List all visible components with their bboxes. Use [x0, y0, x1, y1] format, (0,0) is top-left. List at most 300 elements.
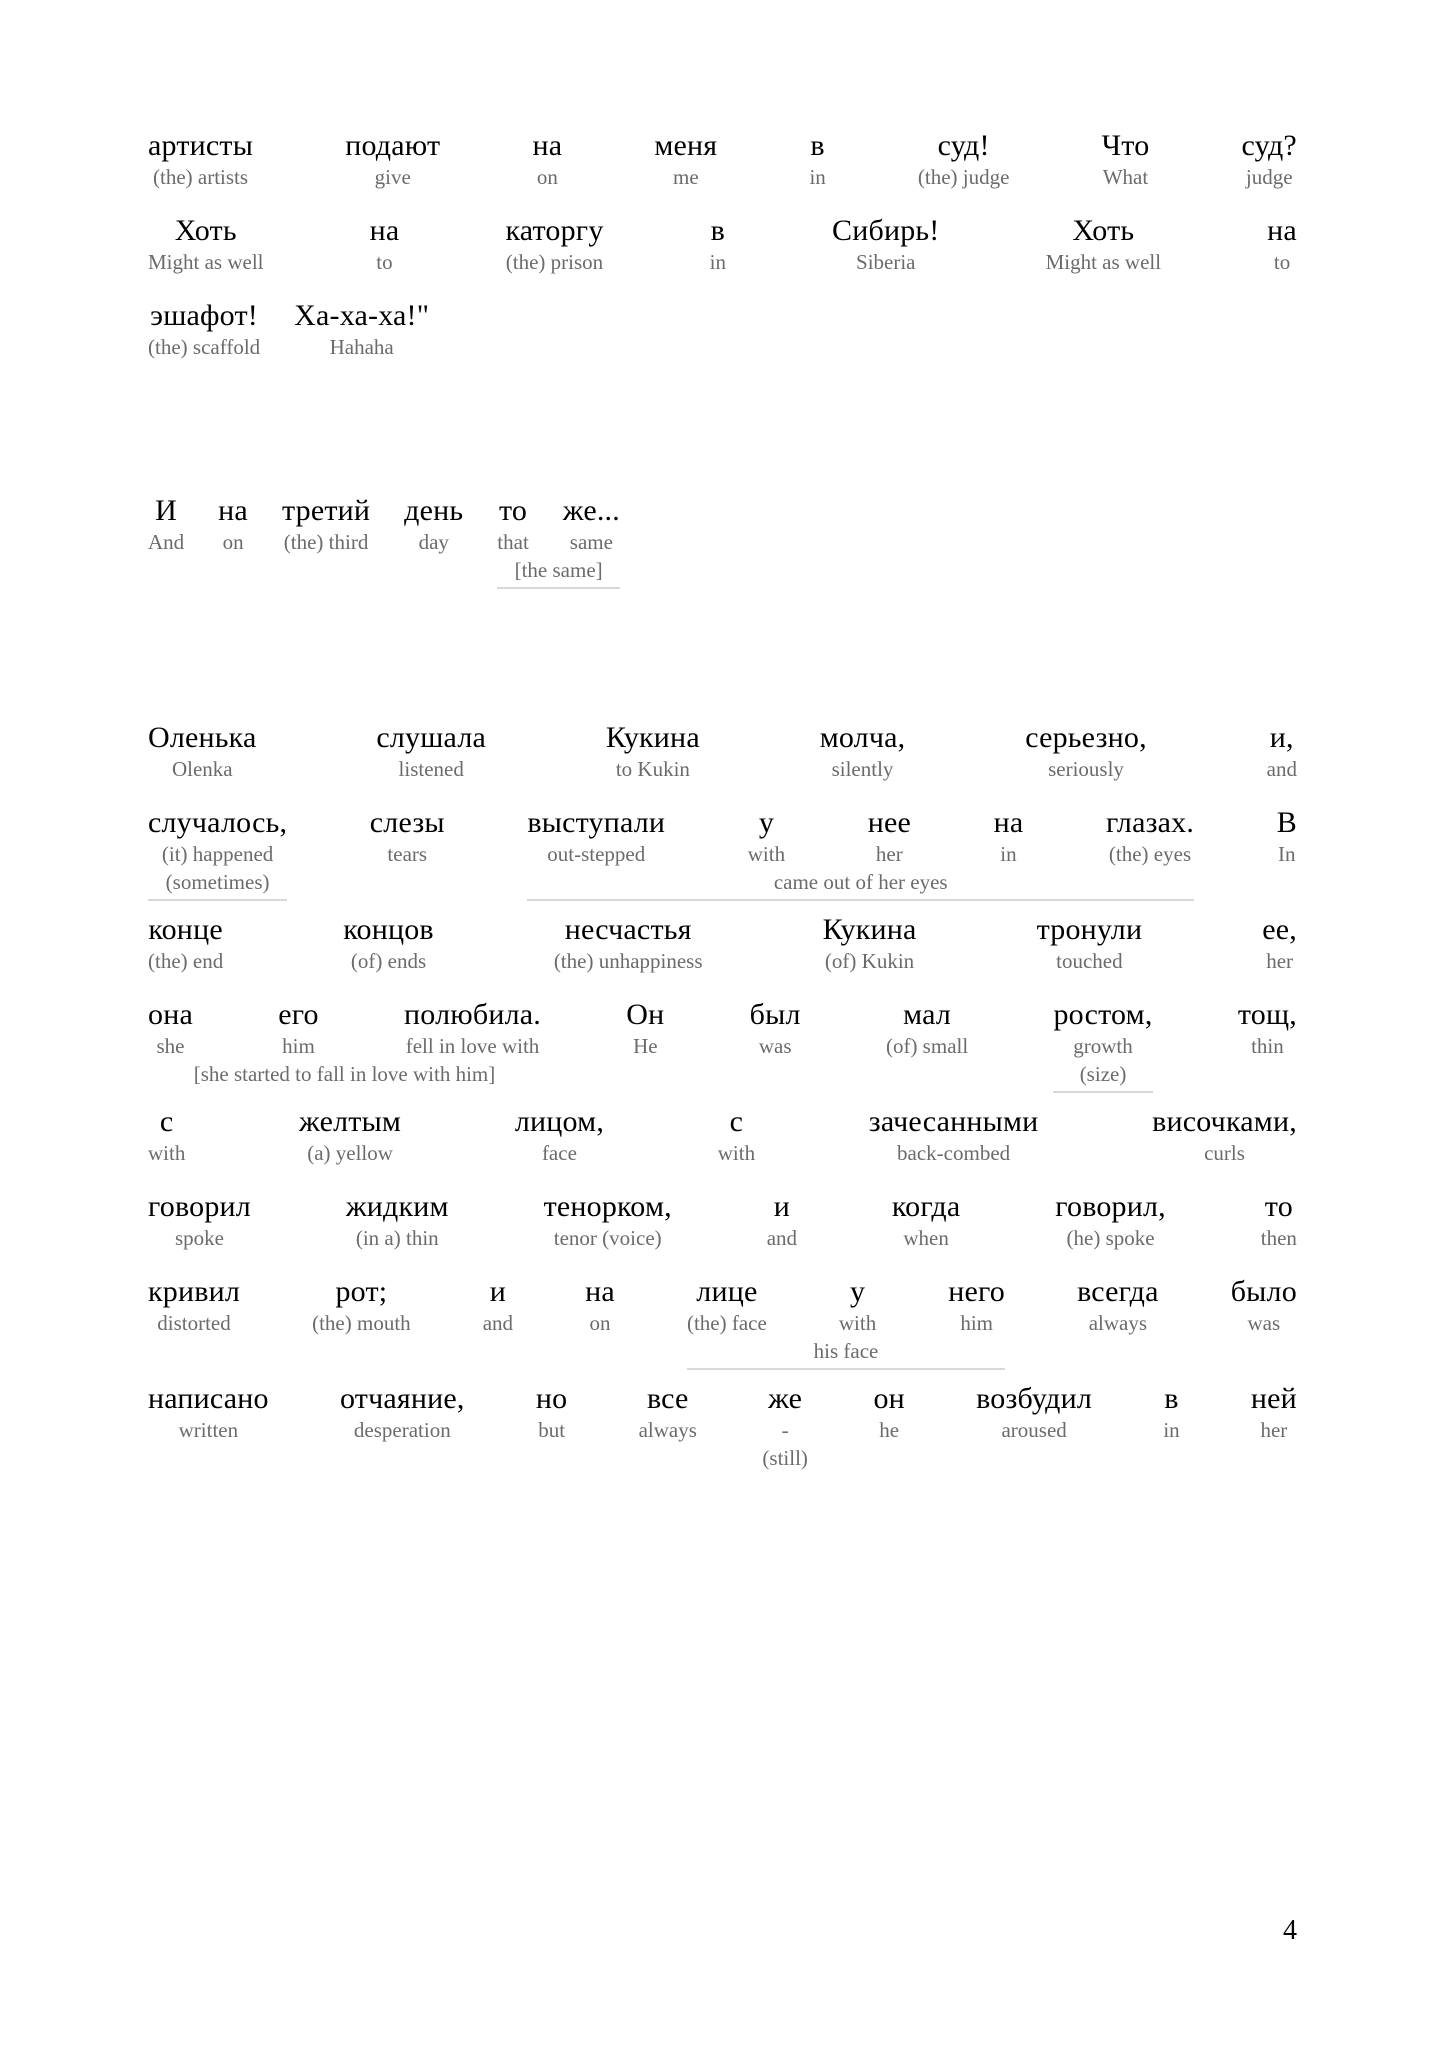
source-word: суд! [937, 129, 990, 162]
gloss-word: in [1163, 1418, 1180, 1443]
interlinear-word[interactable] [148, 805, 287, 868]
line-spacer [148, 276, 1297, 298]
interlinear-word[interactable] [1262, 912, 1297, 975]
annotation-layer [148, 1060, 1297, 1090]
interlinear-word[interactable] [1231, 1274, 1297, 1337]
gloss-word: (it) happened [161, 842, 274, 867]
interlinear-word[interactable] [148, 997, 193, 1060]
annotation-layer [148, 1444, 1297, 1474]
interlinear-word[interactable] [710, 213, 726, 276]
interlinear-word-row [148, 128, 1297, 191]
interlinear-line [148, 1189, 1297, 1252]
interlinear-word[interactable] [544, 1189, 672, 1252]
source-word: все [646, 1382, 689, 1415]
source-word: зачесанными [868, 1105, 1039, 1138]
source-word: ней [1250, 1382, 1297, 1415]
gloss-word: Might as well [148, 250, 264, 275]
gloss-word: in [1000, 842, 1017, 867]
interlinear-word[interactable] [278, 997, 318, 1060]
interlinear-word[interactable] [1238, 997, 1297, 1060]
interlinear-word[interactable] [750, 997, 801, 1060]
source-word: слезы [369, 806, 445, 839]
top-margin-spacer [148, 0, 1297, 128]
source-word: тенорком, [543, 1190, 672, 1223]
gloss-word: judge [1245, 165, 1293, 190]
source-word: артисты [148, 129, 254, 162]
interlinear-word[interactable] [148, 298, 260, 361]
gloss-word: (a) yellow [307, 1141, 393, 1166]
interlinear-word[interactable] [809, 128, 825, 191]
gloss-word: curls [1204, 1141, 1245, 1166]
interlinear-line [148, 1104, 1297, 1167]
source-word: но [535, 1382, 568, 1415]
word-annotation [497, 556, 620, 589]
interlinear-word[interactable] [346, 1189, 449, 1252]
source-word: рот; [335, 1275, 388, 1308]
interlinear-word[interactable] [148, 912, 223, 975]
interlinear-word[interactable] [868, 805, 911, 868]
interlinear-word[interactable] [639, 1381, 697, 1444]
gloss-word: when [903, 1226, 949, 1251]
gloss-word: he [879, 1418, 900, 1443]
gloss-word: And [148, 530, 185, 555]
interlinear-word-row [148, 1381, 1297, 1444]
interlinear-line [148, 1274, 1297, 1367]
gloss-word: give [374, 165, 411, 190]
gloss-word: (the) artists [153, 165, 249, 190]
interlinear-word[interactable] [404, 997, 541, 1060]
source-word: Он [626, 998, 665, 1031]
gloss-word: He [633, 1034, 658, 1059]
interlinear-line [148, 1381, 1297, 1474]
interlinear-word[interactable] [563, 493, 620, 556]
interlinear-word[interactable] [343, 912, 434, 975]
annotation-text: came out of her eyes [773, 870, 948, 894]
interlinear-word-row [148, 1104, 1297, 1167]
gloss-word: In [1278, 842, 1296, 867]
gloss-word: (in a) thin [355, 1226, 439, 1251]
annotation-text: [she started to fall in love with him] [193, 1062, 496, 1086]
interlinear-word[interactable] [148, 213, 264, 276]
source-word: Ха-ха-ха!" [294, 299, 430, 332]
gloss-word: him [282, 1034, 315, 1059]
source-word: Сибирь! [832, 214, 940, 247]
source-word: В [1276, 806, 1297, 839]
gloss-word: (he) spoke [1066, 1226, 1155, 1251]
gloss-word: - [781, 1418, 789, 1443]
gloss-word: thin [1251, 1034, 1284, 1059]
interlinear-word[interactable] [497, 493, 529, 556]
source-word: она [148, 998, 193, 1031]
page-number: 4 [1283, 1915, 1297, 1946]
interlinear-word[interactable] [148, 1104, 185, 1167]
annotation-bracket-bar [497, 587, 620, 589]
interlinear-word[interactable] [299, 1104, 401, 1167]
interlinear-word-row [148, 298, 1297, 361]
source-word: лицом, [514, 1105, 605, 1138]
interlinear-word[interactable] [370, 213, 400, 276]
interlinear-word[interactable] [1037, 912, 1143, 975]
line-spacer [148, 1252, 1297, 1274]
gloss-word: What [1102, 165, 1149, 190]
source-word: и [489, 1275, 507, 1308]
gloss-word: but [538, 1418, 566, 1443]
word-annotation [148, 1060, 541, 1088]
gloss-word: back-combed [897, 1141, 1011, 1166]
interlinear-word[interactable] [1267, 720, 1297, 783]
source-word: и [773, 1190, 790, 1223]
word-annotation [148, 868, 287, 901]
interlinear-word-row [148, 997, 1297, 1060]
interlinear-word[interactable] [148, 1274, 240, 1337]
gloss-word: and [766, 1226, 798, 1251]
word-annotation [527, 868, 1194, 901]
interlinear-word[interactable] [1102, 128, 1150, 191]
interlinear-line [148, 997, 1297, 1090]
gloss-word: always [1088, 1311, 1148, 1336]
gloss-word: to [376, 250, 393, 275]
interlinear-word[interactable] [1261, 1189, 1297, 1252]
gloss-word: in [709, 250, 726, 275]
interlinear-word[interactable] [294, 298, 429, 361]
gloss-word: Siberia [856, 250, 916, 275]
source-word: его [278, 998, 319, 1031]
gloss-word: (the) scaffold [148, 335, 261, 360]
source-word: кривил [148, 1275, 241, 1308]
gloss-word: spoke [174, 1226, 224, 1251]
word-annotation [1053, 1060, 1152, 1093]
interlinear-word[interactable] [312, 1274, 411, 1337]
interlinear-word[interactable] [768, 1381, 802, 1444]
source-word: ее, [1262, 913, 1297, 946]
line-spacer [148, 586, 1297, 600]
gloss-word: (of) small [885, 1034, 969, 1059]
source-word: он [873, 1382, 905, 1415]
interlinear-word[interactable] [1106, 805, 1194, 868]
interlinear-word[interactable] [832, 213, 939, 276]
gloss-word: distorted [157, 1311, 231, 1336]
source-word: в [1164, 1382, 1179, 1415]
annotation-text: (still) [762, 1446, 808, 1470]
source-word: когда [891, 1190, 961, 1223]
source-word: полюбила. [404, 998, 541, 1031]
source-word: всегда [1077, 1275, 1159, 1308]
source-word: ростом, [1053, 998, 1153, 1031]
interlinear-word[interactable] [536, 1381, 567, 1444]
annotation-bracket-bar [527, 899, 1194, 901]
source-word: день [404, 494, 464, 527]
gloss-word: out-stepped [547, 842, 646, 867]
line-spacer [148, 191, 1297, 213]
gloss-word: aroused [1001, 1418, 1067, 1443]
source-word: говорил, [1055, 1190, 1166, 1223]
gloss-word: seriously [1048, 757, 1124, 782]
gloss-word: on [589, 1311, 611, 1336]
interlinear-word[interactable] [515, 1104, 604, 1167]
gloss-word: then [1260, 1226, 1297, 1251]
source-word: слушала [376, 721, 487, 754]
source-word: у [758, 806, 775, 839]
source-word: жидким [345, 1190, 449, 1223]
line-spacer [148, 1167, 1297, 1189]
source-word: был [749, 998, 801, 1031]
source-word: тощ, [1237, 998, 1297, 1031]
gloss-word: growth [1073, 1034, 1133, 1059]
interlinear-word[interactable] [1025, 720, 1147, 783]
interlinear-line [148, 805, 1297, 898]
interlinear-word[interactable] [376, 720, 486, 783]
gloss-word: written [178, 1418, 239, 1443]
gloss-word: (the) end [148, 949, 224, 974]
paragraph-block-3 [148, 720, 1297, 1488]
interlinear-word-row [148, 1274, 1297, 1337]
interlinear-word[interactable] [148, 1381, 269, 1444]
gloss-word: was [1247, 1311, 1281, 1336]
interlinear-word[interactable] [505, 213, 603, 276]
source-word: серьезно, [1025, 721, 1147, 754]
line-spacer [148, 783, 1297, 805]
gloss-word: tenor (voice) [553, 1226, 662, 1251]
source-word: глазах. [1105, 806, 1195, 839]
interlinear-word[interactable] [976, 1381, 1092, 1444]
paragraph-block-2 [148, 493, 1297, 600]
interlinear-line [148, 128, 1297, 191]
interlinear-line [148, 493, 1297, 586]
source-word: И [155, 494, 178, 527]
interlinear-word[interactable] [554, 912, 703, 975]
interlinear-word[interactable] [218, 493, 248, 556]
source-word: несчастья [564, 913, 692, 946]
interlinear-word-row [148, 805, 1297, 868]
interlinear-line [148, 213, 1297, 276]
word-annotation [762, 1444, 808, 1472]
gloss-word: face [541, 1141, 577, 1166]
gloss-word: and [1266, 757, 1297, 782]
source-word: с [729, 1105, 744, 1138]
interlinear-word[interactable] [820, 720, 906, 783]
source-word: мал [903, 998, 952, 1031]
interlinear-word[interactable] [404, 493, 463, 556]
gloss-word: Hahaha [329, 335, 394, 360]
source-word: каторгу [505, 214, 604, 247]
gloss-word: same [569, 530, 613, 555]
interlinear-word[interactable] [654, 128, 717, 191]
source-word: же... [562, 494, 620, 527]
source-word: отчаяние, [339, 1382, 465, 1415]
interlinear-word[interactable] [823, 912, 917, 975]
gloss-word: listened [398, 757, 464, 782]
block-spacer-1 [148, 383, 1297, 493]
gloss-word: on [536, 165, 558, 190]
interlinear-word[interactable] [1152, 1104, 1297, 1167]
line-spacer [148, 361, 1297, 383]
gloss-word: me [673, 165, 699, 190]
gloss-word: (the) mouth [312, 1311, 411, 1336]
source-word: лице [696, 1275, 758, 1308]
source-word: Хоть [1072, 214, 1135, 247]
interlinear-word[interactable] [767, 1189, 797, 1252]
interlinear-word[interactable] [839, 1274, 876, 1337]
gloss-word: to [1273, 250, 1291, 275]
interlinear-word[interactable] [148, 1189, 251, 1252]
source-word: Оленька [148, 721, 257, 754]
gloss-word: silently [831, 757, 894, 782]
source-word: височками, [1152, 1105, 1297, 1138]
gloss-word: desperation [353, 1418, 451, 1443]
source-word: нее [867, 806, 911, 839]
interlinear-word-row [148, 720, 1297, 783]
gloss-word: fell in love with [405, 1034, 540, 1059]
annotation-bracket-bar [148, 899, 287, 901]
source-word: меня [654, 129, 718, 162]
source-word: было [1230, 1275, 1297, 1308]
interlinear-word[interactable] [527, 805, 665, 868]
interlinear-word[interactable] [148, 128, 253, 191]
source-word: у [849, 1275, 866, 1308]
gloss-word: that [497, 530, 529, 555]
interlinear-word[interactable] [1046, 213, 1162, 276]
gloss-word: (the) face [686, 1311, 767, 1336]
line-spacer [148, 1474, 1297, 1488]
paragraph-block-1 [148, 128, 1297, 383]
interlinear-word[interactable] [948, 1274, 1005, 1337]
source-word: желтым [299, 1105, 402, 1138]
gloss-word: him [960, 1311, 993, 1336]
interlinear-line [148, 912, 1297, 975]
gloss-word: (the) unhappiness [553, 949, 703, 974]
source-word: Хоть [174, 214, 237, 247]
annotation-layer [148, 1337, 1297, 1367]
source-word: на [1267, 214, 1297, 247]
source-word: на [218, 494, 248, 527]
source-word: третий [281, 494, 371, 527]
source-word: Кукина [605, 721, 700, 754]
source-word: Кукина [822, 913, 917, 946]
interlinear-word[interactable] [483, 1274, 513, 1337]
annotation-text: [the same] [514, 558, 603, 582]
interlinear-word[interactable] [892, 1189, 960, 1252]
interlinear-word[interactable] [873, 1381, 904, 1444]
block-spacer-2 [148, 600, 1297, 720]
interlinear-word[interactable] [345, 128, 440, 191]
gloss-word: was [758, 1034, 792, 1059]
interlinear-word[interactable] [1251, 1381, 1297, 1444]
gloss-word: (the) third [283, 530, 369, 555]
interlinear-word[interactable] [1242, 128, 1297, 191]
gloss-word: (the) prison [505, 250, 604, 275]
source-word: в [810, 129, 825, 162]
interlinear-word[interactable] [148, 493, 184, 556]
source-word: с [159, 1105, 174, 1138]
source-word: то [498, 494, 528, 527]
source-word: Что [1101, 129, 1150, 162]
gloss-word: (of) ends [350, 949, 427, 974]
source-word: в [710, 214, 725, 247]
gloss-word: in [809, 165, 826, 190]
annotation-layer [148, 868, 1297, 898]
interlinear-word[interactable] [718, 1104, 755, 1167]
interlinear-word[interactable] [1053, 997, 1152, 1060]
interlinear-word-row [148, 213, 1297, 276]
source-word: суд? [1241, 129, 1297, 162]
interlinear-word[interactable] [687, 1274, 767, 1337]
interlinear-word[interactable] [585, 1274, 615, 1337]
source-word: случалось, [148, 806, 288, 839]
source-word: на [532, 129, 563, 162]
source-word: на [369, 214, 400, 247]
source-word: выступали [527, 806, 666, 839]
gloss-word: with [148, 1141, 186, 1166]
source-word: тронули [1036, 913, 1143, 946]
source-word: конце [148, 913, 223, 946]
source-word: то [1264, 1190, 1293, 1223]
interlinear-word[interactable] [1163, 1381, 1179, 1444]
annotation-text: (size) [1079, 1062, 1127, 1086]
gloss-word: her [875, 842, 903, 867]
interlinear-word[interactable] [626, 997, 664, 1060]
source-word: него [948, 1275, 1006, 1308]
gloss-word: she [156, 1034, 185, 1059]
annotation-text: his face [813, 1339, 879, 1363]
source-word: на [993, 806, 1024, 839]
gloss-word: on [222, 530, 244, 555]
interlinear-word[interactable] [340, 1381, 465, 1444]
source-word: написано [148, 1382, 269, 1415]
interlinear-word-row [148, 493, 1297, 556]
source-word: на [585, 1275, 615, 1308]
gloss-word: Might as well [1045, 250, 1162, 275]
interlinear-word[interactable] [1267, 213, 1297, 276]
source-word: и, [1269, 721, 1294, 754]
gloss-word: touched [1056, 949, 1123, 974]
interlinear-word-row [148, 1189, 1297, 1252]
interlinear-word[interactable] [370, 805, 445, 868]
interlinear-word[interactable] [1055, 1189, 1166, 1252]
source-word: же [768, 1382, 803, 1415]
annotation-text: (sometimes) [165, 870, 270, 894]
line-spacer [148, 975, 1297, 997]
interlinear-word[interactable] [532, 128, 562, 191]
gloss-word: with [747, 842, 786, 867]
source-word: концов [343, 913, 434, 946]
interlinear-word[interactable] [1277, 805, 1297, 868]
gloss-word: with [838, 1311, 877, 1336]
interlinear-word[interactable] [148, 720, 257, 783]
annotation-layer [148, 556, 1297, 586]
interlinear-word[interactable] [606, 720, 700, 783]
interlinear-word-row [148, 912, 1297, 975]
source-word: эшафот! [150, 299, 258, 332]
interlinear-word[interactable] [886, 997, 968, 1060]
interlinear-word[interactable] [1077, 1274, 1159, 1337]
source-word: говорил [148, 1190, 251, 1223]
interlinear-word[interactable] [748, 805, 785, 868]
interlinear-word[interactable] [994, 805, 1024, 868]
interlinear-word[interactable] [282, 493, 370, 556]
annotation-bracket-bar [687, 1368, 1005, 1370]
source-word: молча, [819, 721, 906, 754]
gloss-word: with [717, 1141, 756, 1166]
gloss-word: (of) Kukin [824, 949, 915, 974]
gloss-word: her [1260, 1418, 1288, 1443]
interlinear-line [148, 720, 1297, 783]
gloss-word: (the) eyes [1108, 842, 1192, 867]
interlinear-word[interactable] [918, 128, 1010, 191]
source-word: подают [345, 129, 441, 162]
gloss-word: Olenka [171, 757, 233, 782]
interlinear-word[interactable] [869, 1104, 1039, 1167]
gloss-word: (the) judge [917, 165, 1010, 190]
